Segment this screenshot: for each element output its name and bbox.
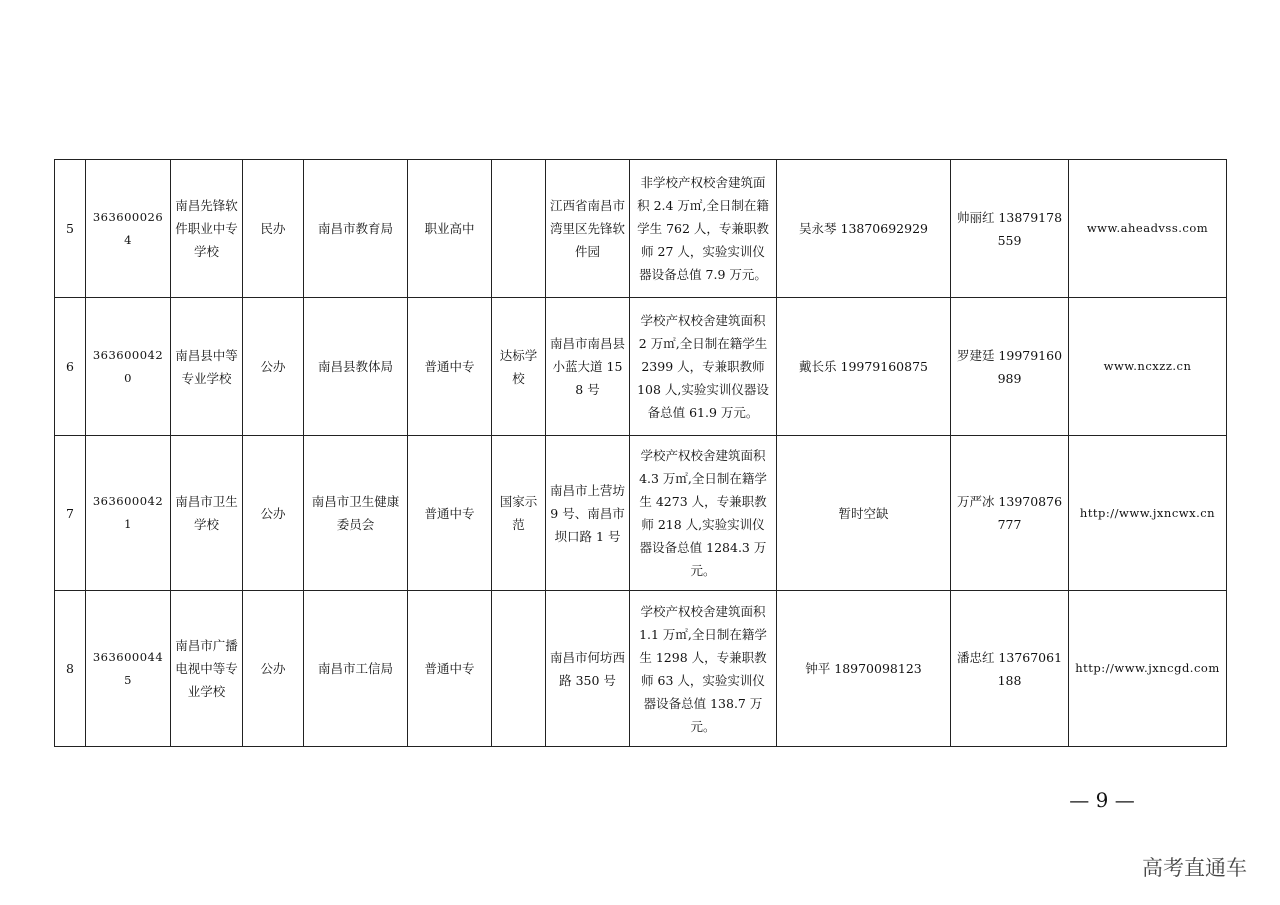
school-honor: 达标学校 (492, 298, 546, 436)
school-website: http://www.jxncwx.cn (1069, 436, 1227, 591)
school-info-table (54, 159, 1227, 747)
school-level: 职业高中 (408, 160, 492, 298)
school-code: 3636000264 (86, 160, 171, 298)
school-honor (492, 160, 546, 298)
supervising-dept: 南昌市卫生健康委员会 (304, 436, 408, 591)
principal-contact: 戴长乐 19979160875 (777, 298, 951, 436)
school-code: 3636000421 (86, 436, 171, 591)
school-honor: 国家示范 (492, 436, 546, 591)
table-row (55, 591, 1227, 747)
row-number: 6 (55, 298, 86, 436)
school-level: 普通中专 (408, 591, 492, 747)
school-type: 公办 (243, 298, 304, 436)
school-description: 学校产权校舍建筑面积 4.3 万㎡,全日制在籍学生 4273 人，专兼职教师 218 人,实验实训仪器设备总值 1284.3 万元。 (630, 436, 777, 591)
school-level: 普通中专 (408, 298, 492, 436)
school-description: 非学校产权校舍建筑面积 2.4 万㎡,全日制在籍学生 762 人，专兼职教师 27 人，实验实训仪器设备总值 7.9 万元。 (630, 160, 777, 298)
school-name: 南昌市卫生学校 (171, 436, 243, 591)
table-row (55, 436, 1227, 591)
watermark-text: 高考直通车 (1142, 856, 1247, 880)
supervising-dept: 南昌市教育局 (304, 160, 408, 298)
school-level: 普通中专 (408, 436, 492, 591)
page-number: — 9 — (1069, 788, 1135, 812)
liaison-contact: 帅丽红 13879178559 (951, 160, 1069, 298)
school-name: 南昌先锋软件职业中专学校 (171, 160, 243, 298)
row-number: 5 (55, 160, 86, 298)
school-address: 南昌市南昌县小蓝大道 158 号 (546, 298, 630, 436)
school-type: 民办 (243, 160, 304, 298)
school-website: http://www.jxncgd.com (1069, 591, 1227, 747)
school-address: 南昌市何坊西路 350 号 (546, 591, 630, 747)
school-name: 南昌县中等专业学校 (171, 298, 243, 436)
principal-contact: 钟平 18970098123 (777, 591, 951, 747)
principal-contact: 暂时空缺 (777, 436, 951, 591)
school-type: 公办 (243, 436, 304, 591)
principal-contact: 吴永琴 13870692929 (777, 160, 951, 298)
liaison-contact: 罗建廷 19979160989 (951, 298, 1069, 436)
school-code: 3636000420 (86, 298, 171, 436)
school-website: www.ncxzz.cn (1069, 298, 1227, 436)
supervising-dept: 南昌市工信局 (304, 591, 408, 747)
liaison-contact: 潘忠红 13767061188 (951, 591, 1069, 747)
school-name: 南昌市广播电视中等专业学校 (171, 591, 243, 747)
row-number: 7 (55, 436, 86, 591)
school-description: 学校产权校舍建筑面积 2 万㎡,全日制在籍学生 2399 人，专兼职教师 108 人,实验实训仪器设备总值 61.9 万元。 (630, 298, 777, 436)
school-address: 江西省南昌市湾里区先锋软件园 (546, 160, 630, 298)
school-website: www.aheadvss.com (1069, 160, 1227, 298)
school-type: 公办 (243, 591, 304, 747)
school-description: 学校产权校舍建筑面积 1.1 万㎡,全日制在籍学生 1298 人，专兼职教师 63 人，实验实训仪器设备总值 138.7 万元。 (630, 591, 777, 747)
school-address: 南昌市上营坊 9 号、南昌市坝口路 1 号 (546, 436, 630, 591)
liaison-contact: 万严冰 13970876777 (951, 436, 1069, 591)
supervising-dept: 南昌县教体局 (304, 298, 408, 436)
school-code: 3636000445 (86, 591, 171, 747)
table-row (55, 298, 1227, 436)
school-honor (492, 591, 546, 747)
table-row (55, 160, 1227, 298)
row-number: 8 (55, 591, 86, 747)
